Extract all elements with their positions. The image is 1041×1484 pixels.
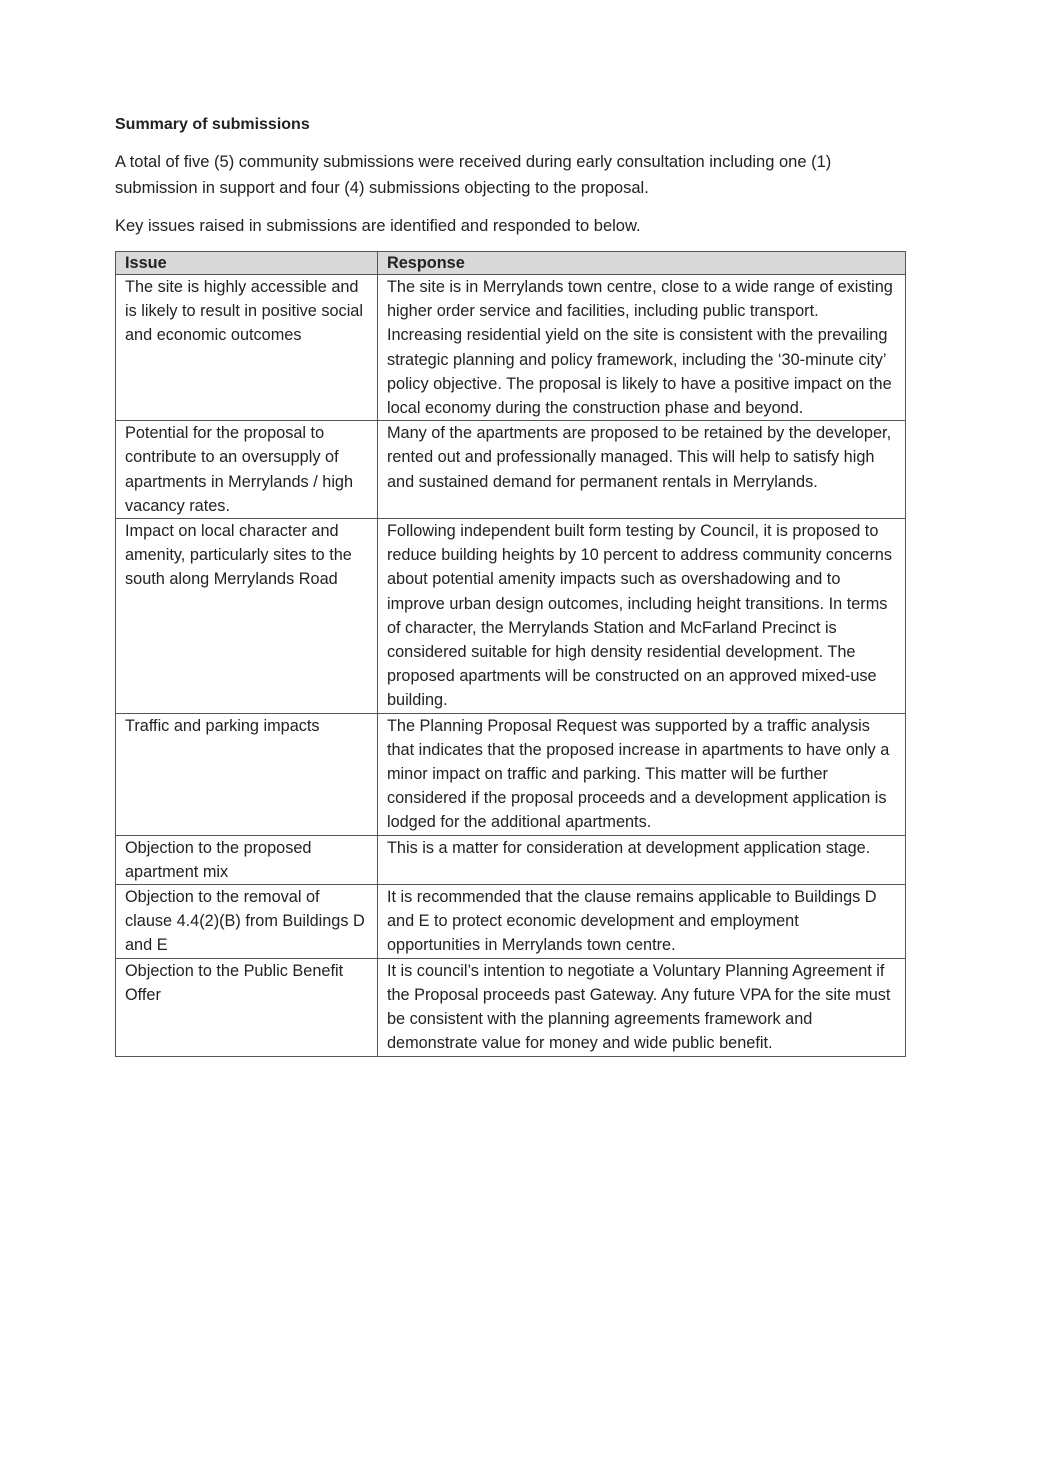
table-row: [116, 885, 906, 959]
section-heading: Summary of submissions: [115, 116, 310, 133]
response-cell: It is recommended that the clause remains applicable to Buildings D and E to protect economic development and employment opportunities in Merrylands town centre.: [377, 885, 905, 959]
header-issue: Issue: [116, 252, 378, 275]
document-page: [115, 113, 915, 1057]
response-cell: Following independent built form testing by Council, it is proposed to reduce building heights by 10 percent to address community concerns about potential amenity impacts such as overshadowing and to improve urban design outcomes, including height transitions. In terms of character, the Merrylands Station and McFarland Precinct is considered suitable for high density residential development. The proposed apartments will be constructed on an approved mixed-use building.: [377, 519, 905, 714]
issue-cell: Objection to the removal of clause 4.4(2)(B) from Buildings D and E: [116, 885, 378, 959]
response-cell: It is council’s intention to negotiate a Voluntary Planning Agreement if the Proposal proceeds past Gateway. Any future VPA for the site must be consistent with the planning agreements framework and demonstrate value for money and wide public benefit.: [377, 958, 905, 1056]
key-issues-paragraph: Key issues raised in submissions are identified and responded to below.: [115, 217, 641, 235]
issue-cell: Objection to the proposed apartment mix: [116, 835, 378, 884]
table-row: [116, 713, 906, 835]
table-row: [116, 958, 906, 1056]
issue-cell: Impact on local character and amenity, particularly sites to the south along Merrylands Road: [116, 519, 378, 714]
issue-cell: The site is highly accessible and is likely to result in positive social and economic outcomes: [116, 275, 378, 421]
response-cell: The site is in Merrylands town centre, close to a wide range of existing higher order service and facilities, including public transport. Increasing residential yield on the site is consistent with the prevailing strategic planning and policy framework, including the ‘30-minute city’ policy objective. The proposal is likely to have a positive impact on the local economy during the construction phase and beyond.: [377, 275, 905, 421]
issue-cell: Objection to the Public Benefit Offer: [116, 958, 378, 1056]
table-row: [116, 275, 906, 421]
table-header-row: [116, 252, 906, 275]
issue-cell: Potential for the proposal to contribute to an oversupply of apartments in Merrylands / high vacancy rates.: [116, 421, 378, 519]
submissions-table: [115, 251, 906, 1057]
response-cell: Many of the apartments are proposed to be retained by the developer, rented out and professionally managed. This will help to satisfy high and sustained demand for permanent rentals in Merrylands.: [377, 421, 905, 519]
issue-cell: Traffic and parking impacts: [116, 713, 378, 835]
response-cell: This is a matter for consideration at development application stage.: [377, 835, 905, 884]
intro-paragraph: A total of five (5) community submissions were received during early consultation including one (1) submission in support and four (4) submissions objecting to the proposal.: [115, 153, 832, 197]
header-response: Response: [377, 252, 905, 275]
table-row: [116, 519, 906, 714]
table-row: [116, 421, 906, 519]
response-cell: The Planning Proposal Request was supported by a traffic analysis that indicates that the proposed increase in apartments to have only a minor impact on traffic and parking. This matter will be further considered if the proposal proceeds and a development application is lodged for the additional apartments.: [377, 713, 905, 835]
table-row: [116, 835, 906, 884]
